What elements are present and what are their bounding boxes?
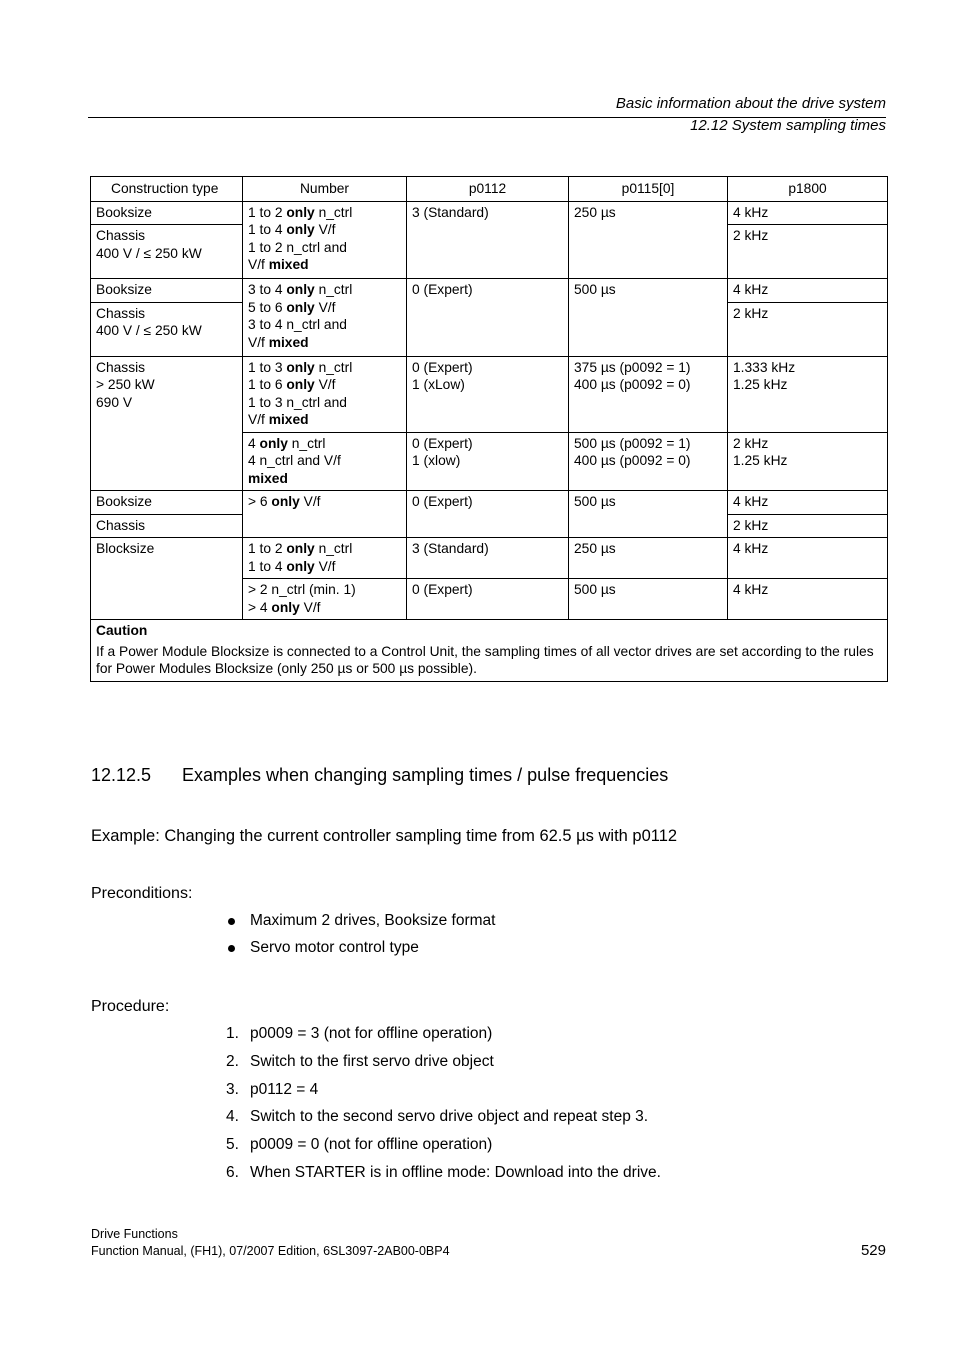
- list-item: 5. p0009 = 0 (not for offline operation): [226, 1136, 493, 1154]
- table-cell: 2 kHz: [728, 514, 888, 538]
- table-cell: 1.333 kHz 1.25 kHz: [728, 356, 888, 432]
- column-header: Number: [243, 177, 407, 202]
- table-cell: 0 (Expert): [407, 279, 569, 357]
- running-header-section: 12.12 System sampling times: [690, 117, 886, 134]
- table-cell: 4 kHz: [728, 491, 888, 515]
- caution-title: Caution: [96, 623, 148, 638]
- table-cell: 0 (Expert): [407, 491, 569, 538]
- caution-text: If a Power Module Blocksize is connected to a Control Unit, the sampling times of all vector drives are set according to the rules for Power Modules Blocksize (only 250 µs or 500 µs possible).: [96, 643, 874, 676]
- table-cell: 3 to 4 only n_ctrl 5 to 6 only V/f 3 to 4 n_ctrl and V/f mixed: [243, 279, 407, 357]
- example-heading: Example: Changing the current controller sampling time from 62.5 µs with p0112: [91, 827, 678, 845]
- footer-title: Drive Functions: [91, 1227, 178, 1241]
- table-cell: 250 µs: [569, 201, 728, 279]
- table-row: [91, 279, 888, 303]
- sampling-times-table: [90, 176, 888, 682]
- list-item: 3. p0112 = 4: [226, 1080, 319, 1098]
- table-cell: 500 µs: [569, 279, 728, 357]
- section-number: 12.12.5: [91, 765, 152, 785]
- preconditions-list: [226, 912, 496, 966]
- table-cell: 1 to 2 only n_ctrl 1 to 4 only V/f: [243, 538, 407, 579]
- table-cell: 500 µs (p0092 = 1) 400 µs (p0092 = 0): [569, 432, 728, 491]
- table-cell: 4 only n_ctrl 4 n_ctrl and V/f mixed: [243, 432, 407, 491]
- table-cell: Chassis 400 V / ≤ 250 kW: [91, 225, 243, 279]
- table-cell: 0 (Expert) 1 (xLow): [407, 356, 569, 432]
- table-cell: Booksize: [91, 201, 243, 225]
- section-heading: [91, 765, 668, 786]
- table-cell: > 6 only V/f: [243, 491, 407, 538]
- list-item: Maximum 2 drives, Booksize format: [226, 912, 496, 939]
- preconditions-heading: Preconditions:: [91, 885, 193, 902]
- list-item: Servo motor control type: [226, 939, 496, 966]
- table-cell: Chassis: [91, 514, 243, 538]
- table-row: [91, 538, 888, 579]
- table-cell: Booksize: [91, 279, 243, 303]
- table-cell: Chassis 400 V / ≤ 250 kW: [91, 302, 243, 356]
- table-cell: > 2 n_ctrl (min. 1) > 4 only V/f: [243, 579, 407, 620]
- list-item: 2. Switch to the first servo drive object: [226, 1052, 494, 1070]
- column-header: Construction type: [91, 177, 243, 202]
- table-cell: 3 (Standard): [407, 538, 569, 579]
- running-header-chapter: Basic information about the drive system: [615, 95, 886, 112]
- table-cell: 0 (Expert): [407, 579, 569, 620]
- table-cell: 500 µs: [569, 579, 728, 620]
- caution-row: [91, 620, 888, 682]
- table-cell: 375 µs (p0092 = 1) 400 µs (p0092 = 0): [569, 356, 728, 432]
- table-cell: 3 (Standard): [407, 201, 569, 279]
- table-cell: 2 kHz: [728, 302, 888, 356]
- table-cell: 1 to 3 only n_ctrl 1 to 6 only V/f 1 to 3 n_ctrl and V/f mixed: [243, 356, 407, 432]
- table-cell: 1 to 2 only n_ctrl 1 to 4 only V/f 1 to 2 n_ctrl and V/f mixed: [243, 201, 407, 279]
- table-cell: Chassis > 250 kW 690 V: [91, 356, 243, 491]
- column-header: p0115[0]: [569, 177, 728, 202]
- table-cell: Blocksize: [91, 538, 243, 620]
- table-cell: 250 µs: [569, 538, 728, 579]
- table-cell: 4 kHz: [728, 579, 888, 620]
- table-cell: Booksize: [91, 491, 243, 515]
- caution-cell: [91, 620, 888, 682]
- list-item: 1. p0009 = 3 (not for offline operation): [226, 1025, 493, 1042]
- bullet-icon: [228, 945, 235, 952]
- table-cell: 2 kHz 1.25 kHz: [728, 432, 888, 491]
- list-item: 4. Switch to the second servo drive object and repeat step 3.: [226, 1108, 649, 1126]
- procedure-heading: Procedure:: [91, 998, 170, 1015]
- table-cell: 4 kHz: [728, 201, 888, 225]
- table-row: [91, 201, 888, 225]
- procedure-steps: [226, 1025, 661, 1192]
- column-header: p1800: [728, 177, 888, 202]
- table-cell: 4 kHz: [728, 279, 888, 303]
- footer-edition: Function Manual, (FH1), 07/2007 Edition, 6SL3097-2AB00-0BP4: [91, 1244, 450, 1258]
- list-item: 6. When STARTER is in offline mode: Download into the drive.: [226, 1163, 661, 1181]
- column-header: p0112: [407, 177, 569, 202]
- page-number: 529: [860, 1242, 886, 1259]
- table-cell: 500 µs: [569, 491, 728, 538]
- table-cell: 2 kHz: [728, 225, 888, 279]
- table-cell: 0 (Expert) 1 (xlow): [407, 432, 569, 491]
- table-row: [91, 356, 888, 432]
- table-row: [91, 491, 888, 515]
- section-title: Examples when changing sampling times / pulse frequencies: [182, 765, 669, 785]
- bullet-icon: [228, 918, 235, 925]
- table-cell: 4 kHz: [728, 538, 888, 579]
- table-header-row: [91, 177, 888, 202]
